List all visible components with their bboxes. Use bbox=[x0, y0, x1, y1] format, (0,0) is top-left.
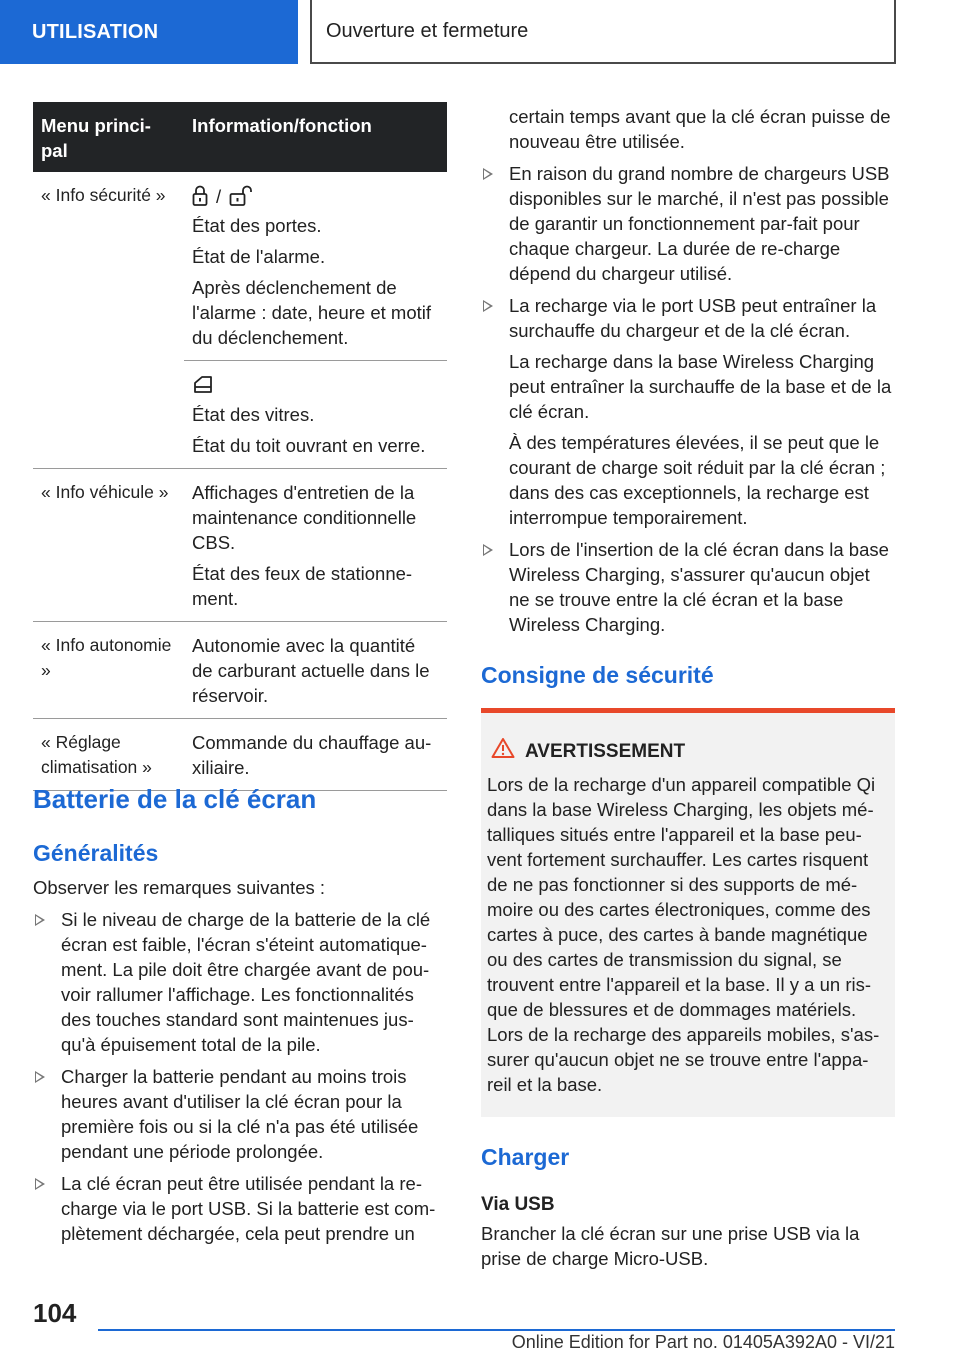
battery-bullet-list bbox=[33, 907, 447, 1253]
list-item bbox=[33, 1064, 447, 1164]
charge-title: Charger bbox=[481, 1144, 570, 1170]
list-item bbox=[481, 161, 895, 286]
menu-table bbox=[33, 102, 447, 791]
info-line: Après déclenchement de l'alarme : date, heure et motif du déclenchement. bbox=[192, 277, 432, 348]
list-item bbox=[33, 1171, 447, 1246]
table-header-menu: Menu princi-pal bbox=[33, 102, 184, 172]
right-column bbox=[481, 104, 895, 1271]
table-cell-info bbox=[184, 172, 447, 361]
info-line: État des portes. bbox=[192, 215, 322, 236]
table-cell-label: « Info autonomie » bbox=[33, 622, 184, 719]
chapter-title: Ouverture et fermeture bbox=[312, 0, 896, 64]
lock-closed-icon bbox=[192, 185, 208, 207]
table-cell-label: « Réglage climatisation » bbox=[33, 719, 184, 791]
window-icon bbox=[192, 375, 214, 395]
info-line: État des feux de stationne-ment. bbox=[192, 563, 413, 609]
usb-text: Brancher la clé écran sur une prise USB via la prise de charge Micro-USB. bbox=[481, 1223, 860, 1269]
triangle-bullet-icon bbox=[35, 1178, 45, 1190]
footer-edition: Online Edition for Part no. 01405A392A0 - VI/21 bbox=[511, 1332, 895, 1352]
continuation-text: certain temps avant que la clé écran puisse de nouveau être utilisée. bbox=[509, 106, 891, 152]
table-header-info: Information/fonction bbox=[184, 102, 447, 172]
table-cell-info bbox=[184, 719, 447, 791]
warning-triangle-icon bbox=[491, 737, 525, 766]
triangle-bullet-icon bbox=[483, 168, 493, 180]
window-icon-wrap bbox=[192, 372, 439, 398]
usb-subtitle: Via USB bbox=[481, 1194, 555, 1215]
bullet-extra-text: À des températures élevées, il se peut que le courant de charge soit réduit par la clé écran ; dans des cas exceptionnels, la recharge est interrompue temporairement. bbox=[509, 432, 886, 528]
section-tab: UTILISATION bbox=[0, 0, 298, 64]
warning-text: Lors de la recharge d'un appareil compatible Qi dans la base Wireless Charging, les objets mé-talliques situés entre l'appareil et la base peu-vent fortement surchauffer. Les cartes risquent de ne pas fonctionner si des supports de mé-moire ou des cartes électroniques, comme des cartes à puce, des cartes à bande magnétique ou des cartes de transmission du signal, se trouvent entre l'appareil et la base. Il y a un ris-que de blessures et de dommages matériels. Lors de la recharge des appareils mobiles, s'as-surer qu'aucun objet ne se trouve entre l'appa-reil et la base. bbox=[487, 774, 880, 1095]
menu-table-container bbox=[33, 102, 447, 791]
lock-icons bbox=[192, 183, 439, 209]
info-line: État de l'alarme. bbox=[192, 246, 326, 267]
list-item bbox=[33, 907, 447, 1057]
bullet-text: La clé écran peut être utilisée pendant la re-charge via le port USB. Si la batterie est com-plètement déchargée, cela peut prendre un bbox=[61, 1173, 436, 1244]
icon-separator: / bbox=[216, 185, 222, 207]
list-item bbox=[481, 537, 895, 637]
table-cell-label: « Info sécurité » bbox=[33, 172, 184, 469]
info-line: Affichages d'entretien de la maintenance conditionnelle CBS. bbox=[192, 482, 417, 553]
footer-rule bbox=[98, 1329, 895, 1331]
triangle-bullet-icon bbox=[35, 1071, 45, 1083]
warning-header bbox=[491, 737, 889, 766]
triangle-bullet-icon bbox=[483, 300, 493, 312]
info-line: État des vitres. bbox=[192, 404, 315, 425]
triangle-bullet-icon bbox=[483, 544, 493, 556]
triangle-bullet-icon bbox=[35, 914, 45, 926]
bullet-text: Si le niveau de charge de la batterie de la clé écran est faible, l'écran s'éteint automatique-ment. La pile doit être chargée avant de pou-voir rallumer l'affichage. Les fonctionnalités des touches standard sont maintenues jus-qu'à épuisement total de la pile. bbox=[61, 909, 431, 1055]
bullet-text: La recharge via le port USB peut entraîner la surchauffe du chargeur et de la clé écran. bbox=[509, 295, 877, 341]
lock-open-icon bbox=[229, 185, 255, 207]
table-cell-info bbox=[184, 469, 447, 622]
right-bullet-list bbox=[481, 161, 895, 637]
page-number: 104 bbox=[33, 1298, 77, 1328]
general-subtitle: Généralités bbox=[33, 840, 159, 866]
list-item bbox=[481, 293, 895, 530]
bullet-extra-text: La recharge dans la base Wireless Charging peut entraîner la surchauffe de la base et de la clé écran. bbox=[509, 351, 892, 422]
table-cell-label: « Info véhicule » bbox=[33, 469, 184, 622]
intro-text: Observer les remarques suivantes : bbox=[33, 877, 326, 898]
info-line: Commande du chauffage au-xiliaire. bbox=[192, 732, 432, 778]
bullet-text: Lors de l'insertion de la clé écran dans la base Wireless Charging, s'assurer qu'aucun objet ne se trouve entre la clé écran et la base Wireless Charging. bbox=[509, 539, 889, 635]
table-cell-info bbox=[184, 361, 447, 469]
bullet-text: Charger la batterie pendant au moins trois heures avant d'utiliser la clé écran pour la première fois ou si la clé n'a pas été utilisée pendant une période prolongée. bbox=[61, 1066, 419, 1162]
bullet-text: En raison du grand nombre de chargeurs USB disponibles sur le marché, il n'est pas possible de garantir un fonctionnement par-fait pour chaque chargeur. La durée de re-charge dépend du chargeur utilisé. bbox=[509, 163, 890, 284]
safety-title: Consigne de sécurité bbox=[481, 662, 714, 688]
warning-box bbox=[481, 708, 895, 1117]
info-line: État du toit ouvrant en verre. bbox=[192, 435, 426, 456]
info-line: Autonomie avec la quantité de carburant actuelle dans le réservoir. bbox=[192, 635, 430, 706]
battery-section-title: Batterie de la clé écran bbox=[33, 784, 317, 814]
warning-title: AVERTISSEMENT bbox=[525, 741, 686, 762]
table-cell-info bbox=[184, 622, 447, 719]
